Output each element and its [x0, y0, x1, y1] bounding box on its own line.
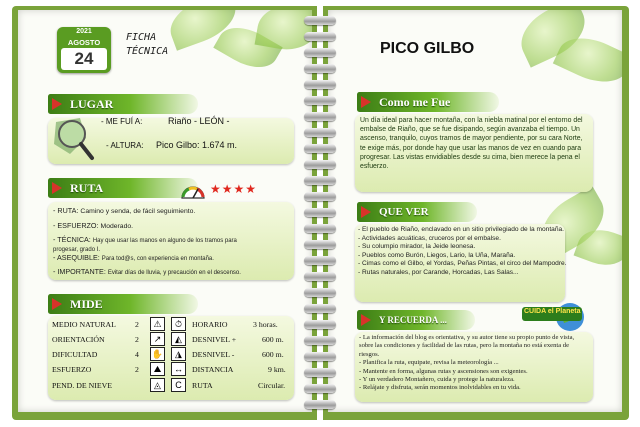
importante-label: - IMPORTANTE:: [53, 267, 106, 276]
asequible-label: - ASEQUIBLE:: [53, 253, 100, 262]
lugar-banner: [48, 94, 198, 114]
que-ver-item: - Rutas naturales, por Carande, Horcadas, Las Salas...: [358, 268, 519, 276]
que-ver-heading: QUE VER: [379, 206, 429, 218]
ruta-item-ruta: [53, 206, 289, 218]
mide-value-horario: 3 horas.: [253, 320, 278, 329]
tecnica-value: Hay que usar las manos en alguno de los tramos para progesar, grado I.: [53, 238, 237, 253]
mide-heading: MIDE: [70, 296, 103, 311]
spiral-binding: [304, 16, 336, 416]
importante-value: Evitar días de lluvia, y precaución en el descenso.: [107, 270, 241, 276]
mide-value-medio: 2: [135, 320, 139, 329]
page-title: PICO GILBO: [380, 40, 475, 57]
arrow-icon: [52, 182, 62, 194]
recuerda-list: [359, 334, 590, 393]
date-month: AGOSTO: [67, 38, 101, 47]
esfuerzo-label: - ESFUERZO:: [53, 221, 99, 230]
que-ver-item: - El pueblo de Riaño, enclavado en un sitio privilegiado de la montaña.: [358, 226, 565, 233]
mide-value-esfuerzo: 2: [135, 365, 139, 374]
mide-banner: [48, 294, 198, 314]
warning-icon: ⚠: [150, 317, 165, 331]
difficulty-stars: ★★★★: [210, 182, 258, 196]
mide-value-dificultad: 4: [135, 350, 139, 359]
ruta-item-importante: [53, 267, 293, 279]
recuerda-heading: Y RECUERDA ...: [379, 315, 447, 325]
snow-slope-icon: ◬: [150, 378, 165, 392]
me-fui-value: Riaño - LEÓN -: [168, 116, 230, 126]
date-calendar: [57, 27, 111, 73]
date-year: 2021: [76, 28, 92, 35]
hand-climb-icon: ✋: [150, 347, 165, 361]
que-ver-banner: [357, 202, 477, 222]
esfuerzo-value: Moderado.: [100, 223, 134, 230]
ruta-heading: RUTA: [70, 180, 104, 195]
mide-label-ruta: RUTA: [192, 381, 213, 390]
arrow-icon: [361, 96, 371, 108]
tecnica-label: - TÉCNICA:: [53, 235, 91, 244]
que-ver-item: - Su columpio mirador, la Jeide leonesa.: [358, 243, 476, 251]
ruta-item-esfuerzo: [53, 221, 289, 233]
mide-value-desnivel-pos: 600 m.: [262, 335, 284, 344]
que-ver-list: [358, 226, 568, 278]
mide-label-medio: MEDIO NATURAL: [52, 320, 116, 329]
como-heading: Como me Fue: [379, 94, 451, 109]
ruta-banner: [48, 178, 198, 198]
arrow-icon: [361, 314, 371, 326]
mide-value-desnivel-neg: 600 m.: [262, 350, 284, 359]
ruta-item-tecnica: [53, 236, 253, 254]
circular-route-icon: C: [171, 378, 186, 392]
arrow-icon: [361, 206, 371, 218]
que-ver-item: - Cimas como el Gilbo, el Yordas, Peñas Pintas, el circo del Mampodre.: [358, 260, 567, 268]
recuerda-item: - Mantente en forma, algunas rutas y ascensiones son exigentes.: [359, 367, 528, 375]
mide-label-pendiente: PEND. DE NIEVE: [52, 381, 112, 390]
mide-value-ruta: Circular.: [258, 381, 286, 390]
magnifier-map-icon: [50, 114, 96, 162]
mide-label-desnivel-pos: DESNIVEL +: [192, 335, 237, 344]
orientation-icon: ↗: [150, 332, 165, 346]
ascent-icon: ◭: [171, 332, 186, 346]
arrow-icon: [52, 98, 62, 110]
distance-icon: ↔: [171, 362, 186, 376]
recuerda-item: - Relájate y disfruta, serán momentos inolvidables en tu vida.: [359, 384, 521, 392]
mide-value-distancia: 9 km.: [268, 365, 286, 374]
que-ver-item: - Actividades acuáticas, cruceros por el embalse.: [358, 234, 501, 242]
cuida-planeta-logo: [520, 297, 594, 333]
ficha-line2: TÉCNICA: [126, 46, 169, 57]
mide-label-desnivel-neg: DESNIVEL -: [192, 350, 235, 359]
ruta-item-asequible: [53, 253, 289, 265]
altura-value: Pico Gilbo: 1.674 m.: [156, 140, 238, 150]
mide-label-horario: HORARIO: [192, 320, 228, 329]
lugar-heading: LUGAR: [70, 96, 114, 111]
ficha-line1: FICHA: [126, 32, 157, 43]
mide-label-esfuerzo: ESFUERZO: [52, 365, 92, 374]
que-ver-item: - Pueblos como Burón, Liegos, Lario, la Uña, Maraña.: [358, 251, 516, 259]
asequible-value: Para tod@s, con experiencia en montaña.: [101, 256, 214, 262]
descent-icon: ◮: [171, 347, 186, 361]
recuerda-item: - Planifica la ruta, equipate, revisa la meteorología ...: [359, 359, 499, 367]
ruta-label: - RUTA:: [53, 206, 79, 215]
como-banner: [357, 92, 499, 112]
cuida-planeta-text: CUIDA el Planeta: [524, 308, 581, 315]
mide-value-orientacion: 2: [135, 335, 139, 344]
ficha-tecnica-title: [126, 31, 168, 59]
me-fui-label: - ME FUÍ A:: [101, 117, 143, 126]
recuerda-banner: [357, 310, 475, 330]
altura-label: - ALTURA:: [106, 141, 144, 150]
mide-label-dificultad: DIFICULTAD: [52, 350, 98, 359]
ruta-value: Camino y senda, de fácil seguimiento.: [80, 208, 196, 215]
recuerda-item: - Y un verdadero Montañero, cuida y protege la naturaleza.: [359, 376, 515, 384]
recuerda-item: - La información del blog es orientativa, y su autor tiene su propio punto de vista, sobre las condiciones y facilidad de las rutas, pero la montaña no está exenta de riesgos.: [359, 334, 575, 358]
como-text: Un día ideal para hacer montaña, con la niebla matinal por el entorno del embalse de Riaño, que se fue disipando, según avanzaba el tiempo. Un ascenso, tranquilo, cuyos tramos de mayor pendiente, por su cara Norte, te exige más, por donde hay que usar las manos de vez en cuando para progresar. Las vistas envidiables desde su cima, bien merece la pena el esfuerzo.: [360, 117, 583, 171]
mide-label-distancia: DISTANCIA: [192, 365, 234, 374]
stopwatch-icon: ⏱: [171, 317, 186, 331]
mide-label-orientacion: ORIENTACIÓN: [52, 335, 105, 344]
difficulty-gauge-icon: [180, 180, 206, 200]
date-day: 24: [61, 48, 107, 70]
arrow-icon: [52, 298, 62, 310]
mountain-icon: ⛰: [150, 362, 165, 376]
